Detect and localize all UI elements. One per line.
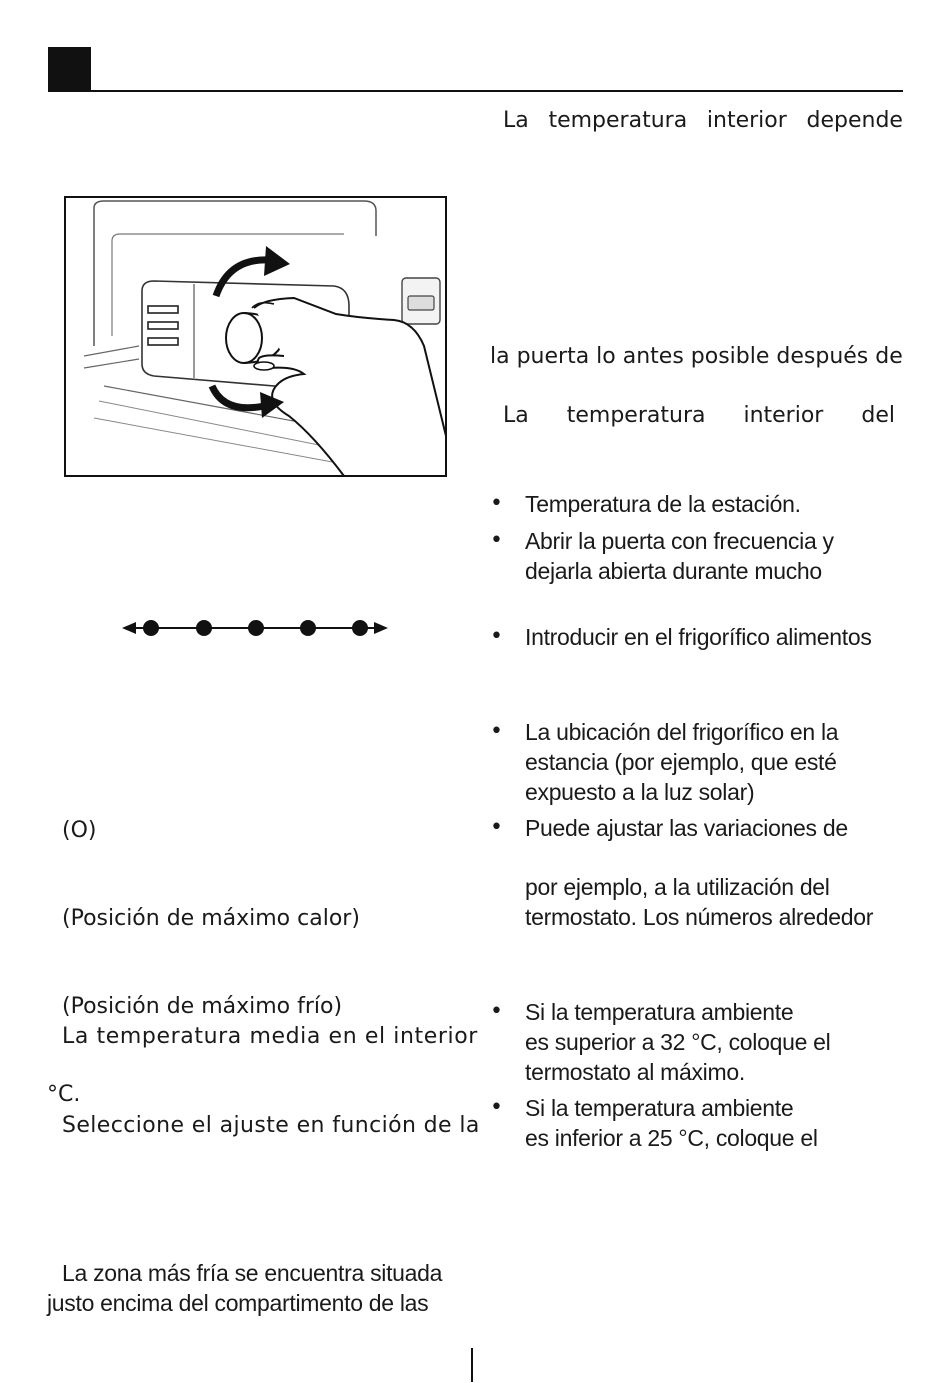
bullet-marker: •: [490, 528, 503, 553]
list-item: Puede ajustar las variaciones de: [525, 815, 848, 841]
list-item: Si la temperatura ambiente: [525, 999, 794, 1025]
bullet-marker: •: [490, 624, 503, 649]
off-position-label: (O): [62, 818, 97, 843]
list-item: Si la temperatura ambiente: [525, 1095, 794, 1121]
bullet-marker: •: [490, 999, 503, 1024]
bullet-marker: •: [490, 491, 503, 516]
bullet-marker: •: [490, 719, 503, 744]
cold-zone-text-1: La zona más fría se encuentra situada: [62, 1260, 443, 1286]
interior-temperature-depends-line: La temperatura interior depende: [503, 108, 903, 133]
list-item: dejarla abierta durante mucho: [525, 558, 822, 584]
max-heat-label: (Posición de máximo calor): [62, 906, 360, 931]
bullet-marker: •: [490, 815, 503, 840]
cold-zone-text-2: justo encima del compartimento de las: [47, 1290, 429, 1316]
bullet-marker: •: [490, 1095, 503, 1120]
list-item: Abrir la puerta con frecuencia y: [525, 528, 834, 554]
list-item: estancia (por ejemplo, que esté: [525, 749, 837, 775]
list-item: expuesto a la luz solar): [525, 779, 755, 805]
max-cold-label: (Posición de máximo frío): [62, 994, 343, 1019]
select-setting-text: Seleccione el ajuste en función de la: [62, 1113, 480, 1138]
thermostat-illustration: [64, 196, 447, 477]
list-item: Temperatura de la estación.: [525, 491, 801, 517]
thermostat-scale: [122, 616, 390, 640]
header-square: [48, 47, 91, 91]
list-item: es superior a 32 °C, coloque el: [525, 1029, 831, 1055]
list-item: termostato al máximo.: [525, 1059, 745, 1085]
door-close-line: la puerta lo antes posible después de: [490, 344, 903, 369]
list-item: Introducir en el frigorífico alimentos: [525, 624, 872, 650]
list-item: La ubicación del frigorífico en la: [525, 719, 839, 745]
list-item-continuation: termostato. Los números alrededor: [525, 904, 874, 930]
thermostat-scale-icon: [122, 616, 390, 640]
interior-temperature-line: La temperatura interior del: [503, 403, 895, 428]
average-temperature-text: La temperatura media en el interior: [62, 1024, 478, 1049]
degree-unit-text: °C.: [47, 1082, 81, 1107]
list-item-continuation: por ejemplo, a la utilización del: [525, 874, 830, 900]
header-rule: [48, 90, 903, 92]
thermostat-knob-illustration: [64, 196, 447, 477]
list-item: es inferior a 25 °C, coloque el: [525, 1125, 818, 1151]
footer-divider: [471, 1348, 473, 1382]
